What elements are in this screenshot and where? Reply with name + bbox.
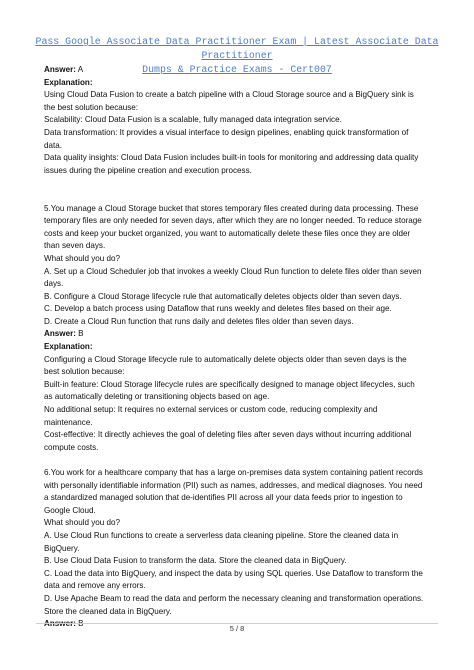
answer-value: B: [75, 329, 84, 339]
option-line: B. Configure a Cloud Storage lifecycle rule that automatically deletes objects older than seven days.: [44, 291, 402, 301]
question-line: temporary files are only needed for seven days, after which they are no longer needed. To reduce storage: [44, 216, 422, 226]
answer-label: Answer:: [44, 329, 76, 339]
option-line: Store the cleaned data in BigQuery.: [44, 606, 172, 616]
answer-line: [44, 328, 439, 341]
answer-value: A: [75, 65, 84, 74]
text-line: maintenance.: [44, 417, 93, 427]
header-link-line1[interactable]: Pass Google Associate Data Practitioner Exam | Latest Associate Data Practitioner: [35, 36, 439, 61]
option-line: BigQuery.: [44, 543, 80, 553]
option-line: D. Create a Cloud Run function that runs daily and deletes files older than seven days.: [44, 316, 354, 326]
header-link-line2[interactable]: Dumps & Practice Exams - Cert007: [142, 64, 332, 75]
option-line: C. Load the data into BigQuery, and inspect the data by using SQL queries. Use Dataflow to transform the: [44, 568, 423, 578]
text-line: Scalability: Cloud Data Fusion is a scalable, fully managed data integration service.: [44, 115, 342, 125]
question-line: a standardized managed solution that de-identifies PII across all your data feeds prior to ingestion to: [44, 493, 403, 503]
answer-label: Answer:: [44, 65, 76, 74]
question-line: Google Cloud.: [44, 505, 96, 515]
option-line: D. Use Apache Beam to read the data and perform the necessary cleaning and transformation operations.: [44, 593, 424, 603]
text-line: Data quality insights: Cloud Data Fusion includes built-in tools for monitoring and addressing data quality: [44, 153, 419, 163]
question-line: with personally identifiable information (PII) such as names, addresses, and medical diagnoses. You need: [44, 480, 423, 490]
option-line: data and remove any errors.: [44, 581, 146, 591]
question-line: 5.You manage a Cloud Storage bucket that stores temporary files created during data processing. These: [44, 203, 419, 213]
question-line: costs and keep your bucket organized, you want to automatically delete these files once they are older: [44, 228, 411, 238]
text-line: Data transformation: It provides a visual interface to design pipelines, enabling quick transformation of: [44, 127, 409, 137]
option-line: A. Set up a Cloud Scheduler job that invokes a weekly Cloud Run function to delete files older than seven: [44, 266, 422, 276]
text-line: Using Cloud Data Fusion to create a batch pipeline with a Cloud Storage source and a BigQuery sink is: [44, 90, 414, 100]
option-line: days.: [44, 279, 64, 289]
page-number: 5 / 8: [229, 624, 245, 633]
text-line: Built-in feature: Cloud Storage lifecycle rules are specifically designed to manage object lifecycles, such: [44, 379, 415, 389]
answer-label: Answer:: [44, 619, 76, 629]
page-content: [44, 64, 439, 631]
option-line: A. Use Cloud Run functions to create a serverless data cleaning pipeline. Store the cleaned data in: [44, 530, 399, 540]
option-line: C. Develop a batch process using Dataflow that runs weekly and deletes files based on their age.: [44, 304, 392, 314]
question-line: What should you do?: [44, 518, 121, 528]
text-line: the best solution because:: [44, 102, 139, 112]
question-line: What should you do?: [44, 253, 121, 263]
explanation-label: Explanation:: [44, 77, 93, 87]
answer-line: [44, 64, 439, 77]
text-line: No additional setup: It requires no external services or custom code, reducing complexity and: [44, 405, 378, 415]
option-line: B. Use Cloud Data Fusion to transform the data. Store the cleaned data in BigQuery.: [44, 556, 347, 566]
text-line: issues during the pipeline creation and execution process.: [44, 165, 252, 175]
text-line: compute costs.: [44, 442, 99, 452]
text-line: data.: [44, 140, 63, 150]
text-line: as automatically deleting or transitioning objects based on age.: [44, 392, 270, 402]
text-line: Configuring a Cloud Storage lifecycle rule to automatically delete objects older than seven days is the: [44, 354, 407, 364]
text-line: best solution because:: [44, 367, 125, 377]
text-line: Cost-effective: It directly achieves the goal of deleting files after seven days without incurring additional: [44, 430, 412, 440]
question-line: than seven days.: [44, 241, 106, 251]
explanation-label: Explanation:: [44, 342, 93, 352]
question-line: 6.You work for a healthcare company that has a large on-premises data system containing patient records: [44, 468, 423, 477]
answer-value: B: [75, 619, 84, 629]
